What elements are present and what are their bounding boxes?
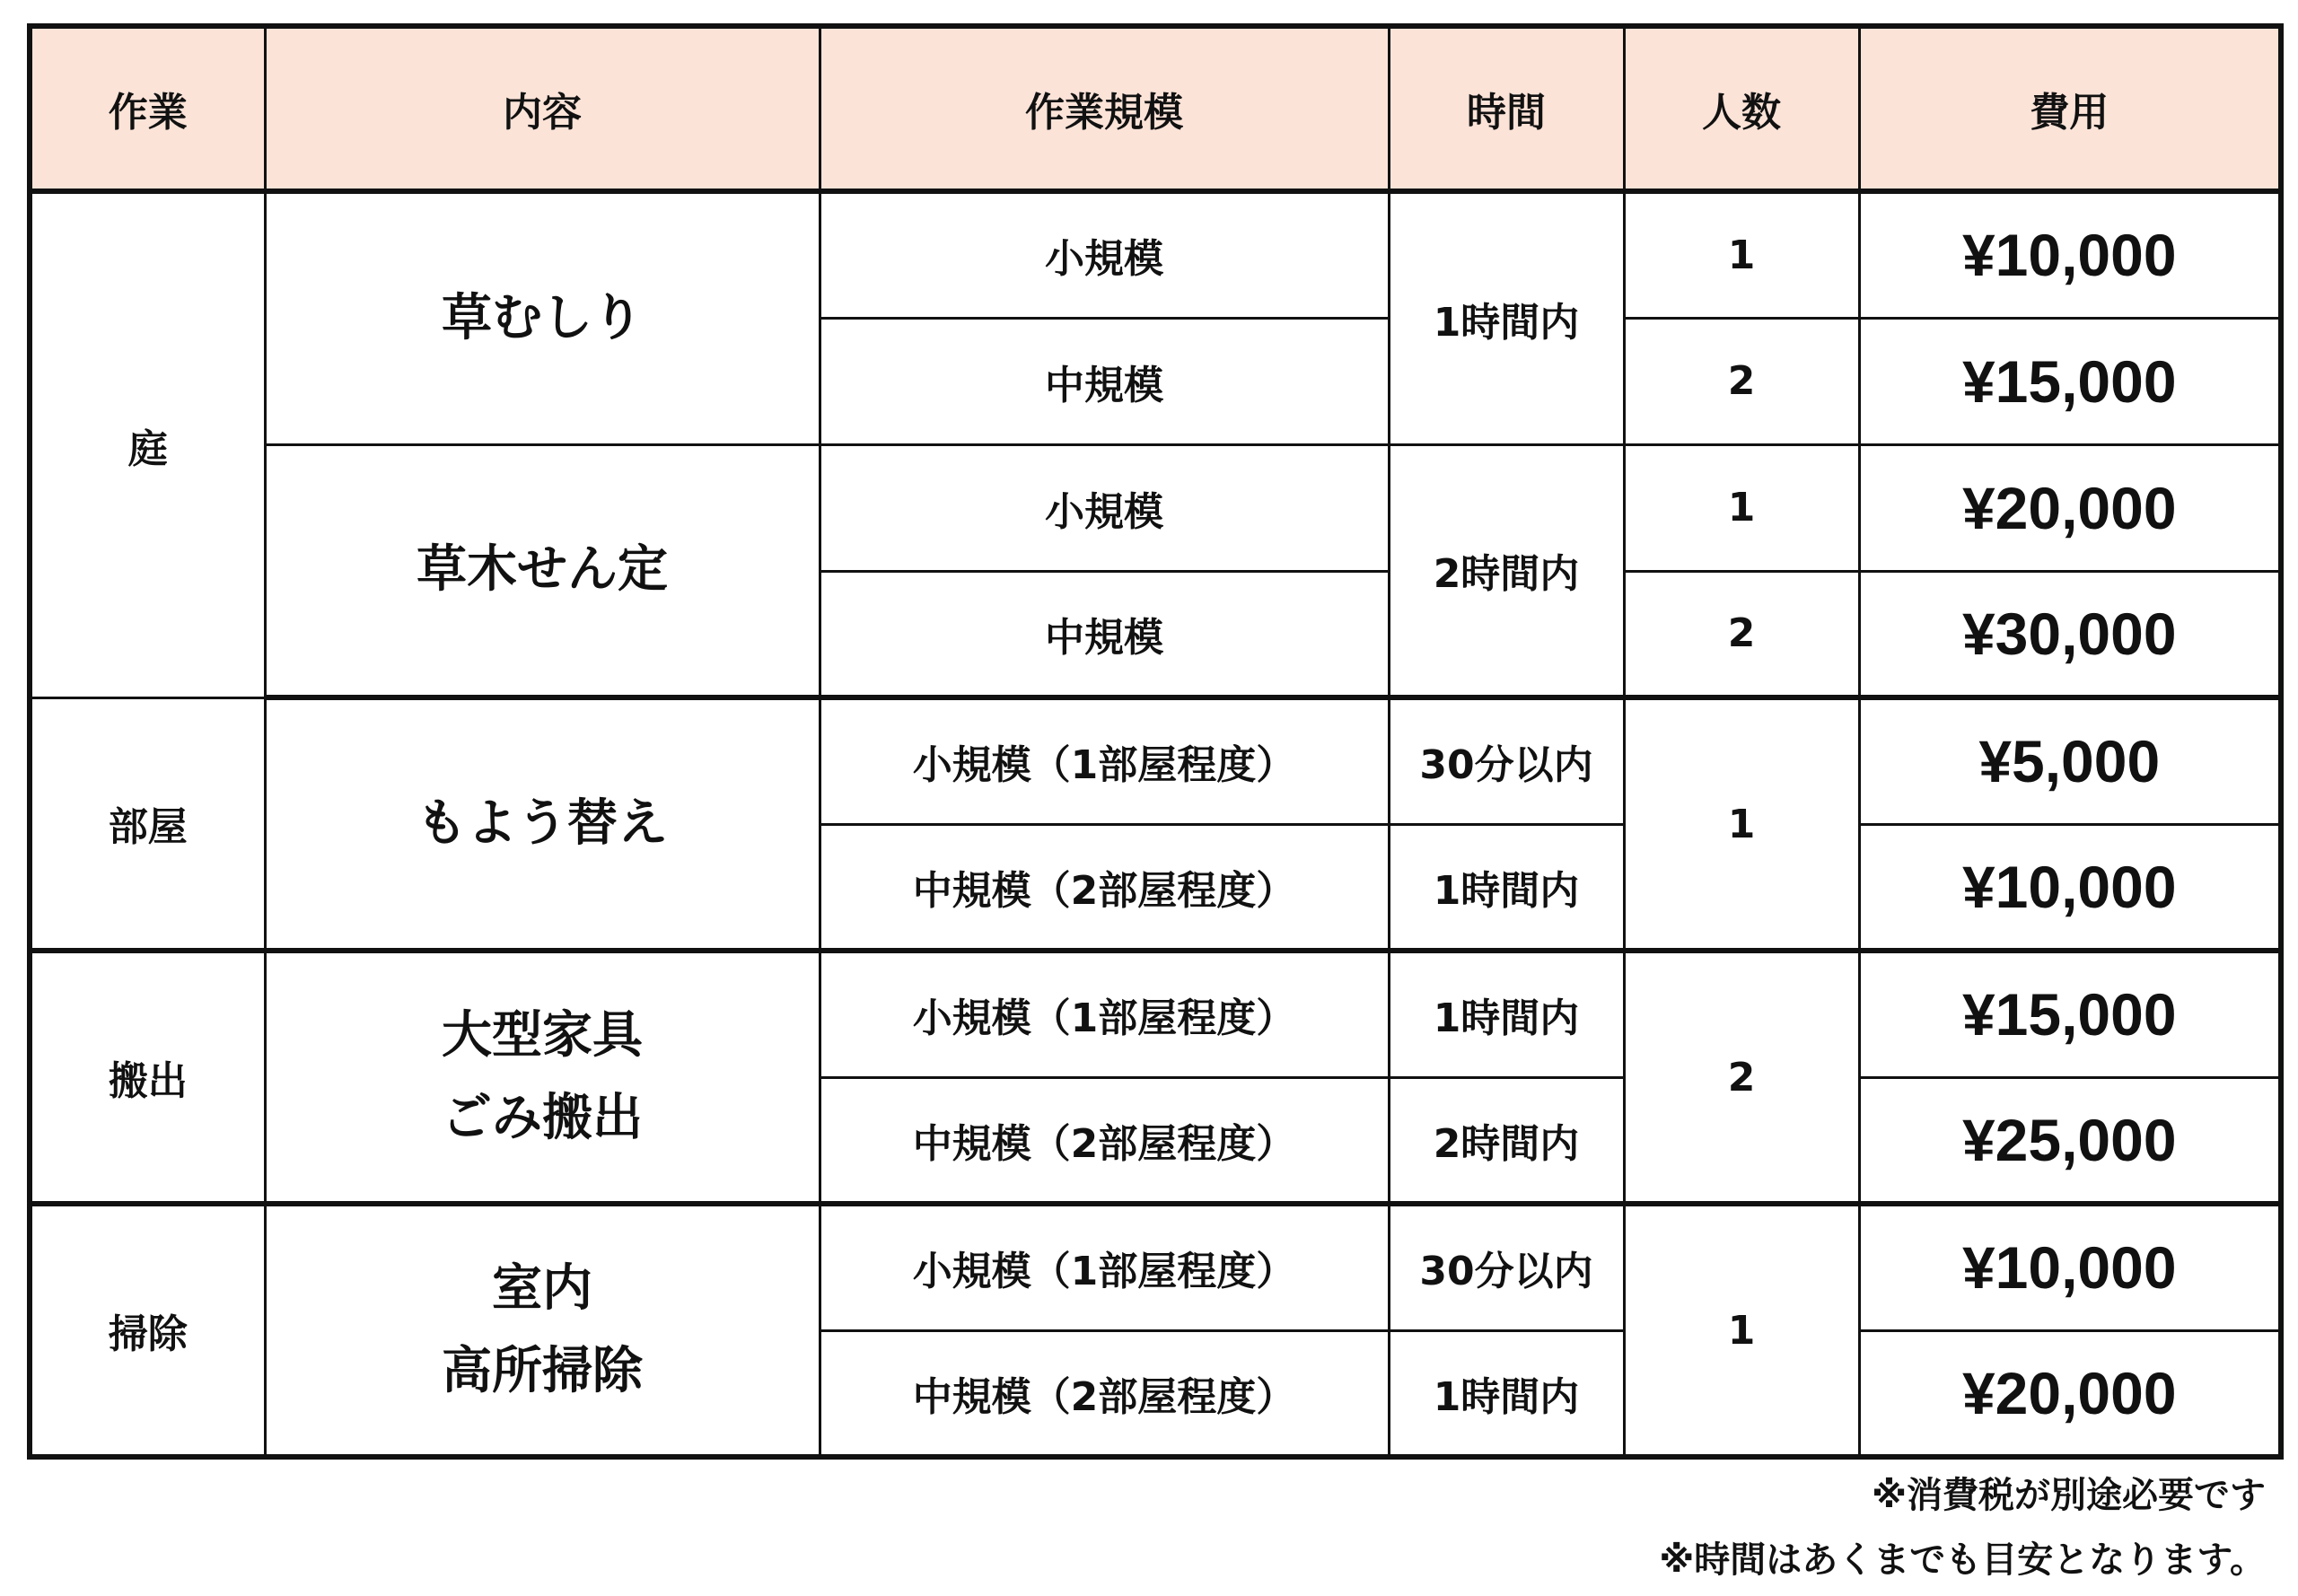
scale-cell: 小規模（1部屋程度） [820, 951, 1389, 1077]
scale-cell: 中規模 [820, 571, 1389, 697]
time-cell: 2時間内 [1389, 444, 1624, 697]
price-cell: ¥10,000 [1859, 1204, 2281, 1330]
price-table [27, 23, 2284, 1460]
time-note: ※時間はあくまでも目安となります。 [1659, 1539, 2266, 1581]
scale-cell: 中規模（2部屋程度） [820, 824, 1389, 951]
content-line: もよう替え [417, 794, 668, 853]
category-cell: 庭 [30, 191, 265, 697]
price-cell: ¥15,000 [1859, 318, 2281, 444]
content-line: 草むしり [442, 288, 643, 347]
content-line: 高所掃除 [442, 1342, 643, 1400]
category-cell: 掃除 [30, 1204, 265, 1457]
scale-cell: 中規模（2部屋程度） [820, 1077, 1389, 1204]
price-cell: ¥20,000 [1859, 444, 2281, 571]
time-cell: 1時間内 [1389, 951, 1624, 1077]
header-row [30, 26, 2281, 191]
header-time: 時間 [1389, 26, 1624, 191]
table-row [30, 444, 2281, 571]
footnotes [1659, 1463, 2266, 1592]
content-line: 室内 [492, 1259, 592, 1318]
table-row [30, 951, 2281, 1077]
content-cell [265, 697, 820, 951]
scale-cell: 小規模（1部屋程度） [820, 1204, 1389, 1330]
price-cell: ¥10,000 [1859, 824, 2281, 951]
header-category: 作業 [30, 26, 265, 191]
content-line: ごみ搬出 [442, 1089, 643, 1147]
scale-cell: 小規模（1部屋程度） [820, 697, 1389, 824]
price-cell: ¥30,000 [1859, 571, 2281, 697]
time-cell: 2時間内 [1389, 1077, 1624, 1204]
header-price: 費用 [1859, 26, 2281, 191]
people-cell: 2 [1624, 951, 1859, 1204]
price-cell: ¥5,000 [1859, 697, 2281, 824]
time-cell: 1時間内 [1389, 191, 1624, 444]
scale-cell: 小規模 [820, 191, 1389, 318]
table-row [30, 1204, 2281, 1330]
people-cell: 1 [1624, 1204, 1859, 1457]
time-cell: 1時間内 [1389, 1330, 1624, 1457]
content-cell [265, 191, 820, 444]
people-cell: 2 [1624, 318, 1859, 444]
header-content: 内容 [265, 26, 820, 191]
category-cell: 搬出 [30, 951, 265, 1204]
table-row [30, 697, 2281, 824]
people-cell: 1 [1624, 697, 1859, 951]
category-cell: 部屋 [30, 697, 265, 951]
tax-note: ※消費税が別途必要です [1872, 1475, 2266, 1516]
time-cell: 30分以内 [1389, 697, 1624, 824]
scale-cell: 小規模 [820, 444, 1389, 571]
scale-cell: 中規模（2部屋程度） [820, 1330, 1389, 1457]
content-cell [265, 444, 820, 697]
people-cell: 2 [1624, 571, 1859, 697]
table-row [30, 191, 2281, 318]
header-scale: 作業規模 [820, 26, 1389, 191]
content-line: 草木せん定 [417, 540, 668, 600]
price-cell: ¥25,000 [1859, 1077, 2281, 1204]
price-cell: ¥10,000 [1859, 191, 2281, 318]
content-cell [265, 951, 820, 1204]
content-line: 大型家具 [442, 1006, 643, 1065]
time-cell: 30分以内 [1389, 1204, 1624, 1330]
people-cell: 1 [1624, 191, 1859, 318]
price-cell: ¥15,000 [1859, 951, 2281, 1077]
people-cell: 1 [1624, 444, 1859, 571]
content-cell [265, 1204, 820, 1457]
price-cell: ¥20,000 [1859, 1330, 2281, 1457]
header-people: 人数 [1624, 26, 1859, 191]
scale-cell: 中規模 [820, 318, 1389, 444]
time-cell: 1時間内 [1389, 824, 1624, 951]
